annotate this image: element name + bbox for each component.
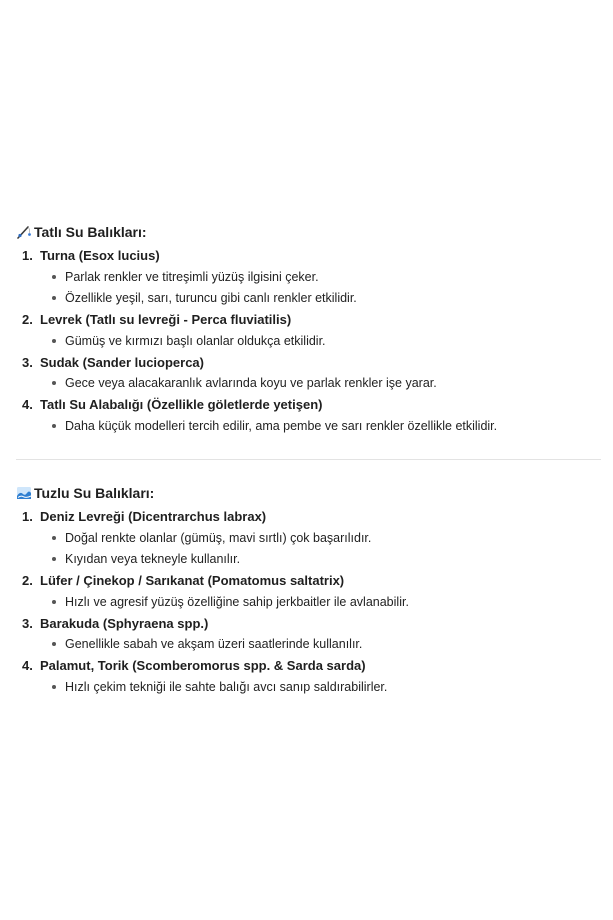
note-item	[16, 527, 601, 548]
bullet-icon	[52, 275, 56, 279]
fish-item	[16, 351, 601, 394]
fish-notes	[16, 415, 601, 436]
fishing-pole-icon	[16, 224, 32, 240]
fish-item	[16, 245, 601, 309]
note-item	[16, 676, 601, 697]
note-item	[16, 330, 601, 351]
note-text: Kıyıdan veya tekneyle kullanılır.	[65, 552, 241, 567]
fish-notes	[16, 634, 601, 655]
fish-name: Sudak (Sander lucioperca)	[40, 354, 204, 370]
fish-item	[16, 506, 601, 570]
fish-name-row	[16, 655, 601, 676]
fish-item	[16, 309, 601, 352]
saltwater-heading	[16, 482, 601, 504]
fish-notes	[16, 591, 601, 612]
fish-notes	[16, 373, 601, 394]
saltwater-list	[16, 506, 601, 698]
bullet-icon	[52, 296, 56, 300]
fish-notes	[16, 527, 601, 570]
note-item	[16, 634, 601, 655]
fish-notes	[16, 676, 601, 697]
fish-name: Barakuda (Sphyraena spp.)	[40, 615, 209, 631]
fish-item	[16, 612, 601, 655]
item-number: 4.	[22, 397, 33, 413]
fish-name-row	[16, 394, 601, 415]
item-number: 2.	[22, 312, 33, 328]
freshwater-title: Tatlı Su Balıkları:	[34, 224, 147, 240]
item-number: 3.	[22, 354, 33, 370]
fish-name: Deniz Levreği (Dicentrarchus labrax)	[40, 509, 267, 525]
note-text: Hızlı ve agresif yüzüş özelliğine sahip jerkbaitler ile avlanabilir.	[65, 594, 409, 609]
note-text: Gece veya alacakaranlık avlarında koyu ve parlak renkler işe yarar.	[65, 376, 437, 391]
note-text: Daha küçük modelleri tercih edilir, ama pembe ve sarı renkler özellikle etkilidir.	[65, 419, 498, 434]
fish-name: Palamut, Torik (Scomberomorus spp. & Sarda sarda)	[40, 658, 366, 674]
bullet-icon	[52, 536, 56, 540]
bullet-icon	[52, 381, 56, 385]
note-text: Parlak renkler ve titreşimli yüzüş ilgisini çeker.	[65, 269, 319, 284]
bullet-icon	[52, 600, 56, 604]
fish-name-row	[16, 506, 601, 527]
fish-name: Turna (Esox lucius)	[40, 248, 160, 264]
fish-notes	[16, 330, 601, 351]
bullet-icon	[52, 424, 56, 428]
freshwater-heading	[16, 221, 601, 243]
note-item	[16, 373, 601, 394]
fish-name-row	[16, 309, 601, 330]
fish-notes	[16, 266, 601, 309]
fish-name-row	[16, 612, 601, 633]
item-number: 4.	[22, 658, 33, 674]
fish-item	[16, 570, 601, 613]
bullet-icon	[52, 339, 56, 343]
item-number: 1.	[22, 509, 33, 525]
item-number: 3.	[22, 615, 33, 631]
fish-name: Lüfer / Çinekop / Sarıkanat (Pomatomus saltatrix)	[40, 573, 345, 589]
fish-name-row	[16, 351, 601, 372]
note-item	[16, 266, 601, 287]
note-item	[16, 415, 601, 436]
item-number: 2.	[22, 573, 33, 589]
section-divider	[16, 459, 601, 460]
note-text: Genellikle sabah ve akşam üzeri saatlerinde kullanılır.	[65, 637, 363, 652]
bullet-icon	[52, 557, 56, 561]
saltwater-section	[16, 482, 601, 698]
saltwater-title: Tuzlu Su Balıkları:	[34, 485, 155, 501]
note-text: Doğal renkte olanlar (gümüş, mavi sırtlı) çok başarılıdır.	[65, 530, 372, 545]
note-text: Gümüş ve kırmızı başlı olanlar oldukça etkilidir.	[65, 333, 326, 348]
fish-item	[16, 655, 601, 698]
note-text: Hızlı çekim tekniği ile sahte balığı avcı sanıp saldırabilirler.	[65, 680, 388, 695]
fish-name: Levrek (Tatlı su levreği - Perca fluviatilis)	[40, 312, 292, 328]
fish-name-row	[16, 570, 601, 591]
freshwater-section	[16, 221, 601, 437]
note-text: Özellikle yeşil, sarı, turuncu gibi canlı renkler etkilidir.	[65, 291, 357, 306]
note-item	[16, 591, 601, 612]
note-item	[16, 549, 601, 570]
bullet-icon	[52, 685, 56, 689]
fish-name-row	[16, 245, 601, 266]
fish-name: Tatlı Su Alabalığı (Özellikle göletlerde yetişen)	[40, 397, 323, 413]
note-item	[16, 288, 601, 309]
freshwater-list	[16, 245, 601, 437]
ocean-wave-icon	[16, 485, 32, 501]
fish-item	[16, 394, 601, 437]
bullet-icon	[52, 642, 56, 646]
item-number: 1.	[22, 248, 33, 264]
